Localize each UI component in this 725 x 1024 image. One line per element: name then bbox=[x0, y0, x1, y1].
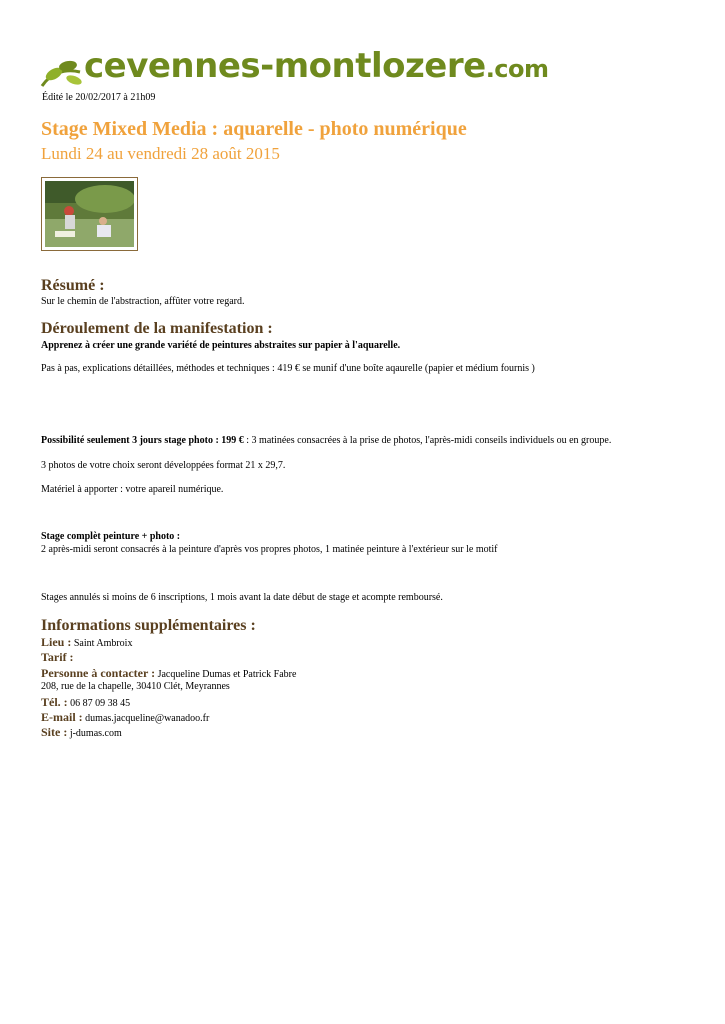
deroulement-paragraph-2 bbox=[41, 435, 611, 446]
resume-heading: Résumé : bbox=[41, 277, 105, 294]
info-lieu bbox=[41, 635, 132, 650]
info-address: 208, rue de la chapelle, 30410 Clét, Meyrannes bbox=[41, 681, 230, 692]
site-label: Site : bbox=[41, 725, 68, 739]
lieu-label: Lieu : bbox=[41, 635, 72, 649]
logo-wordmark bbox=[84, 46, 549, 86]
deroulement-heading: Déroulement de la manifestation : bbox=[41, 320, 273, 337]
complete-stage-details: 2 après-midi seront consacrés à la peinture d'après vos propres photos, 1 matinée peinture à l'extérieur sur le motif bbox=[41, 544, 498, 555]
deroulement-paragraph-3: 3 photos de votre choix seront développées format 21 x 29,7. bbox=[41, 460, 286, 471]
info-site bbox=[41, 725, 122, 740]
complete-stage-heading: Stage complèt peinture + photo : bbox=[41, 531, 181, 542]
info-contact bbox=[41, 666, 296, 681]
email-label: E-mail : bbox=[41, 710, 83, 724]
tel-label: Tél. : bbox=[41, 695, 68, 709]
leaf-icon bbox=[40, 56, 88, 92]
lieu-value: Saint Ambroix bbox=[71, 638, 133, 649]
contact-label: Personne à contacter : bbox=[41, 666, 156, 680]
edited-date: Édité le 20/02/2017 à 21h09 bbox=[42, 92, 156, 103]
logo-name: cevennes-montlozere bbox=[84, 46, 486, 86]
event-title: Stage Mixed Media : aquarelle - photo numérique bbox=[41, 118, 467, 140]
photo-stage-details: : 3 matinées consacrées à la prise de photos, l'après-midi conseils individuels ou en groupe. bbox=[243, 435, 612, 446]
deroulement-intro: Apprenez à créer une grande variété de peintures abstraites sur papier à l'aquarelle. bbox=[41, 340, 401, 351]
tel-value[interactable]: 06 87 09 38 45 bbox=[67, 698, 131, 709]
photo-image bbox=[45, 181, 134, 247]
photo-stage-offer: Possibilité seulement 3 jours stage photo : 199 € bbox=[41, 435, 244, 446]
tarif-label: Tarif : bbox=[41, 650, 74, 664]
logo-domain: .com bbox=[485, 55, 549, 83]
deroulement-paragraph-1: Pas à pas, explications détaillées, méthodes et techniques : 419 € se munif d'une boîte aqaurelle (papier et médium fournis ) bbox=[41, 363, 535, 374]
event-photo bbox=[41, 177, 138, 251]
info-tarif bbox=[41, 650, 74, 665]
deroulement-paragraph-4: Matériel à apporter : votre apareil numérique. bbox=[41, 484, 224, 495]
event-dates: Lundi 24 au vendredi 28 août 2015 bbox=[41, 144, 280, 163]
cancellation-note: Stages annulés si moins de 6 inscriptions, 1 mois avant la date début de stage et acompte remboursé. bbox=[41, 592, 443, 603]
info-tel bbox=[41, 695, 130, 710]
resume-text: Sur le chemin de l'abstraction, affûter votre regard. bbox=[41, 296, 245, 307]
info-email bbox=[41, 710, 209, 725]
site-link[interactable]: j-dumas.com bbox=[67, 728, 122, 739]
infos-heading: Informations supplémentaires : bbox=[41, 617, 256, 634]
contact-value: Jacqueline Dumas et Patrick Fabre bbox=[155, 669, 297, 680]
email-link[interactable]: dumas.jacqueline@wanadoo.fr bbox=[82, 713, 210, 724]
